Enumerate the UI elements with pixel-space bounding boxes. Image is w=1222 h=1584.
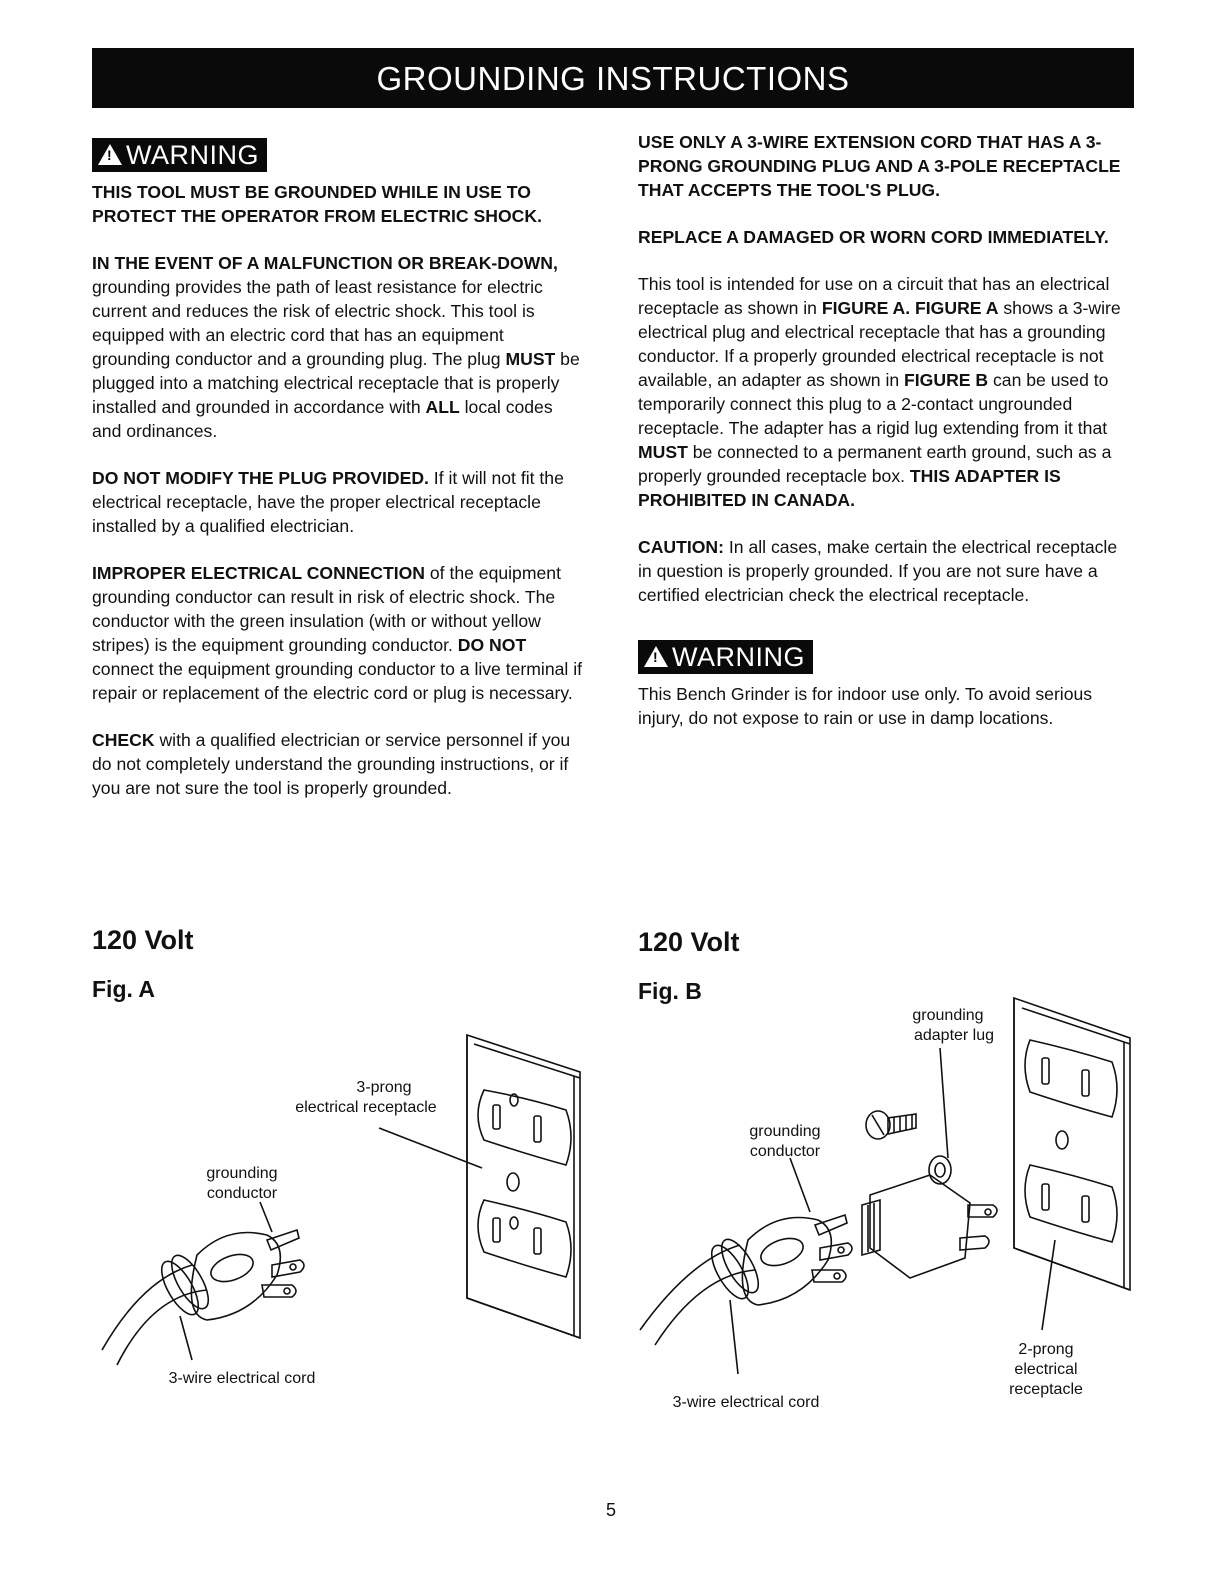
three-prong-plug	[102, 1230, 304, 1365]
figure-a-volt: 120 Volt	[92, 925, 194, 955]
warning-triangle-icon	[98, 144, 122, 165]
check-lead: CHECK	[92, 730, 155, 750]
caution-text: In all cases, make certain the electrical receptacle in question is properly grounded. If you are not sure have a certified electrician check the electrical receptacle.	[638, 537, 1118, 605]
label-recept-line1: 2-prong	[1018, 1341, 1074, 1358]
adapter	[862, 1156, 997, 1278]
ground-warning-text: THIS TOOL MUST BE GROUNDED WHILE IN USE TO PROTECT THE OPERATOR FROM ELECTRIC SHOCK.	[92, 182, 542, 226]
circuit-text-c: can be used to temporarily connect this plug to a 2-contact ungrounded receptacle. The adapter has a rigid lug extending from it that	[638, 370, 1109, 438]
figure-b-illustration	[630, 990, 1140, 1420]
label-lug-line1: grounding	[912, 1007, 984, 1024]
replace-cord-text: REPLACE A DAMAGED OR WORN CORD IMMEDIATELY.	[638, 227, 1109, 247]
modify-plug-lead: DO NOT MODIFY THE PLUG PROVIDED.	[92, 468, 429, 488]
circuit-paragraph	[638, 272, 1134, 512]
malfunction-must: MUST	[505, 349, 556, 369]
warning-label: WARNING	[126, 140, 259, 170]
indoor-use-text: This Bench Grinder is for indoor use only. To avoid serious injury, do not expose to rain or use in damp locations.	[638, 684, 1093, 728]
malfunction-lead: IN THE EVENT OF A MALFUNCTION OR BREAK-DOWN,	[92, 253, 558, 273]
warning-label: WARNING	[672, 642, 805, 672]
circuit-text-a: This tool is intended for use on a circuit that has an electrical receptacle as shown in	[638, 274, 1110, 318]
figure-b-label: Fig. B	[638, 978, 702, 1004]
label-receptacle-line2: electrical receptacle	[295, 1099, 437, 1116]
screw	[866, 1111, 916, 1139]
improper-connection-lead: IMPROPER ELECTRICAL CONNECTION	[92, 563, 425, 583]
malfunction-paragraph	[92, 251, 582, 443]
circuit-canada: THIS ADAPTER IS PROHIBITED IN CANADA.	[638, 466, 1061, 510]
three-prong-plug	[640, 1215, 852, 1345]
label-cord: 3-wire electrical cord	[672, 1394, 820, 1411]
improper-connection-donot: DO NOT	[457, 635, 527, 655]
right-column	[638, 130, 1134, 753]
improper-connection-text-b: connect the equipment grounding conductor to a live terminal if repair or replacement of the electric cord or plug is necessary.	[92, 659, 582, 703]
caution-paragraph	[638, 535, 1134, 607]
label-conductor-line2: conductor	[206, 1185, 278, 1202]
label-recept-line2: electrical	[1014, 1361, 1078, 1378]
circuit-figure-b: FIGURE B	[904, 370, 989, 390]
circuit-text-d: be connected to a permanent earth ground, such as a properly grounded receptacle box.	[638, 442, 1112, 486]
check-text: with a qualified electrician or service personnel if you do not completely understand the grounding instructions, or if you are not sure the tool is properly grounded.	[92, 730, 571, 798]
extension-cord-text: USE ONLY A 3-WIRE EXTENSION CORD THAT HAS A 3-PRONG GROUNDING PLUG AND A 3-POLE RECEPTACLE THAT ACCEPTS THE TOOL'S PLUG.	[638, 132, 1121, 200]
label-lug-line2: adapter lug	[913, 1027, 995, 1044]
receptacle-plate	[467, 1035, 580, 1338]
warning-triangle-icon	[644, 646, 668, 667]
circuit-must: MUST	[638, 442, 688, 462]
malfunction-text-a: grounding provides the path of least resistance for electric current and reduces the risk of electric shock. This tool is equipped with an electric cord that has an equipment grounding conductor and a grounding plug. The plug	[92, 277, 543, 369]
circuit-figure-a: FIGURE A. FIGURE A	[821, 298, 999, 318]
malfunction-text-c: local codes and ordinances.	[92, 397, 553, 441]
figure-a-label: Fig. A	[92, 976, 156, 1002]
label-conductor-line1: grounding	[749, 1123, 821, 1140]
label-conductor-line1: grounding	[206, 1165, 278, 1182]
circuit-text-b: shows a 3-wire electrical plug and electrical receptacle that has a grounding conductor. If a properly grounded electrical receptacle is not available, an adapter as shown in	[638, 298, 1121, 390]
check-paragraph	[92, 728, 582, 800]
label-receptacle-line1: 3-prong	[356, 1079, 412, 1096]
page-number: 5	[605, 1500, 616, 1520]
label-conductor-line2: conductor	[749, 1143, 821, 1160]
figure-b-volt: 120 Volt	[638, 927, 740, 957]
label-recept-line3: receptacle	[1009, 1381, 1083, 1398]
page-title: GROUNDING INSTRUCTIONS	[92, 48, 1134, 108]
figure-a-illustration	[92, 1020, 592, 1400]
warning-badge	[638, 640, 813, 674]
label-cord: 3-wire electrical cord	[168, 1370, 316, 1387]
left-column	[92, 130, 582, 823]
warning-badge	[92, 138, 267, 172]
modify-plug-text: If it will not fit the electrical receptacle, have the proper electrical receptacle installed by a qualified electrician.	[92, 468, 564, 536]
malfunction-all: ALL	[425, 397, 460, 417]
improper-connection-text-a: of the equipment grounding conductor can result in risk of electric shock. The conductor with the green insulation (with or without yellow stripes) is the equipment grounding conductor.	[92, 563, 561, 655]
improper-connection-paragraph	[92, 561, 582, 705]
receptacle-plate	[1014, 998, 1130, 1290]
caution-lead: CAUTION:	[638, 537, 725, 557]
malfunction-text-b: be plugged into a matching electrical receptacle that is properly installed and grounded in accordance with	[92, 349, 580, 417]
modify-plug-paragraph	[92, 466, 582, 538]
